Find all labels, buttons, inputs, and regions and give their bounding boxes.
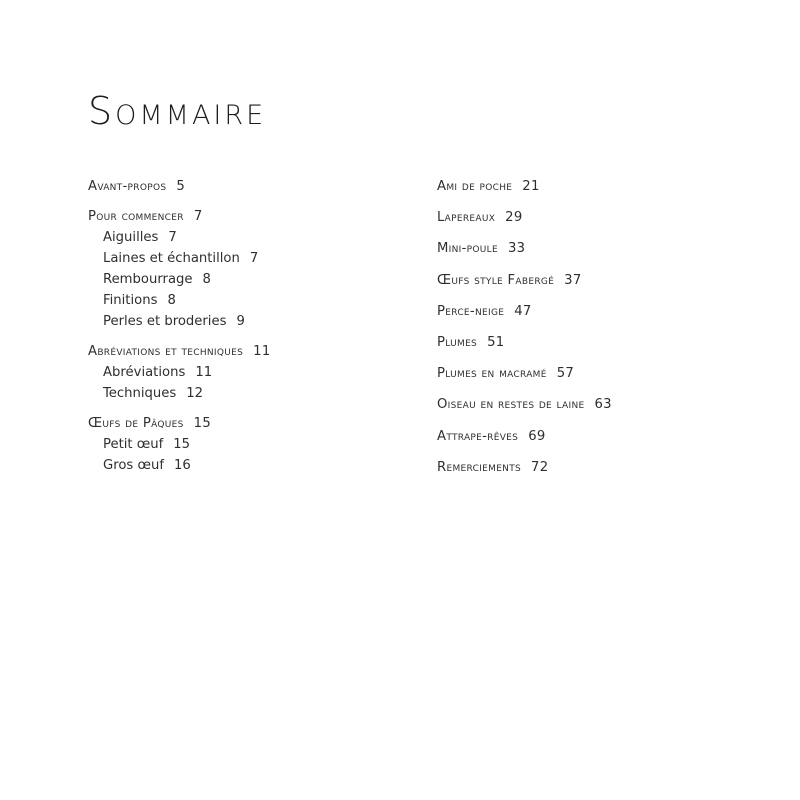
toc-entry-page-number: 69 xyxy=(528,428,546,444)
toc-sub-entry-page-number: 7 xyxy=(249,251,259,266)
toc-entry-page-number: 57 xyxy=(556,366,575,382)
toc-entry xyxy=(437,176,767,197)
toc-entry xyxy=(437,207,767,228)
toc-sub-entry-page-number: 8 xyxy=(167,293,176,308)
toc-sub-entry-label: Laines et échantillon xyxy=(103,251,240,266)
toc-section-remerciements xyxy=(437,457,767,488)
toc-sub-entry-label: Rembourrage xyxy=(103,272,193,287)
toc-entry-page-number: 72 xyxy=(531,459,549,475)
toc-sub-entry xyxy=(88,227,408,248)
toc-entry xyxy=(88,176,408,197)
toc-entry-page-number: 47 xyxy=(514,303,532,319)
toc-sub-entry-page-number: 16 xyxy=(173,458,191,473)
toc-entry-label: Abréviations et techniques xyxy=(88,344,244,359)
toc-entry-label: Oiseau en restes de laine xyxy=(437,397,585,413)
toc-section-avant-propos xyxy=(88,176,408,197)
toc-entry-page-number: 63 xyxy=(594,397,612,413)
toc-entry-page-number: 51 xyxy=(487,334,505,350)
toc-section-oeufs-style-faberge xyxy=(437,270,767,301)
toc-entry xyxy=(437,363,767,384)
toc-sub-entry xyxy=(88,290,408,311)
toc-sub-entry-page-number: 11 xyxy=(195,365,213,380)
toc-entry-page-number: 7 xyxy=(193,209,203,224)
toc-entry-label: Attrape-rêves xyxy=(437,428,519,444)
toc-sub-entry-page-number: 12 xyxy=(186,386,204,401)
toc-section-plumes xyxy=(437,332,767,363)
toc-entry-label: Mini-poule xyxy=(437,241,498,257)
toc-sub-entry xyxy=(88,311,408,332)
toc-section-plumes-en-macrame xyxy=(437,363,767,394)
toc-entry xyxy=(437,457,767,478)
toc-entry-label: Ami de poche xyxy=(437,179,513,194)
toc-sub-entry xyxy=(88,362,408,383)
toc-sub-entry-page-number: 15 xyxy=(173,437,191,452)
toc-sub-entry xyxy=(88,434,408,455)
toc-section-ami-de-poche xyxy=(437,176,767,207)
toc-entry xyxy=(437,394,767,415)
toc-section-perce-neige xyxy=(437,301,767,332)
toc-entry-page-number: 29 xyxy=(505,210,523,226)
toc-entry-page-number: 37 xyxy=(564,272,582,288)
toc-sub-entry xyxy=(88,248,408,269)
toc-entry xyxy=(437,238,767,259)
toc-sub-entry xyxy=(88,269,408,290)
toc-sub-entry-label: Aiguilles xyxy=(103,230,159,245)
toc-sub-entry-label: Perles et broderies xyxy=(103,314,227,329)
toc-entry-page-number: 5 xyxy=(176,179,186,194)
toc-section-oiseau-en-restes-de-laine xyxy=(437,394,767,425)
toc-entry-label: Plumes xyxy=(437,334,478,350)
toc-sub-entry xyxy=(88,383,408,404)
toc-sub-entry-label: Abréviations xyxy=(103,365,186,380)
toc-sub-list xyxy=(88,362,408,404)
toc-left-column xyxy=(88,176,408,485)
toc-sub-entry-label: Gros œuf xyxy=(103,458,164,473)
toc-entry-label: Pour commencer xyxy=(88,209,184,224)
toc-entry xyxy=(437,426,767,447)
toc-entry-label: Avant-propos xyxy=(88,179,167,194)
toc-entry xyxy=(437,332,767,353)
toc-sub-entry-label: Petit œuf xyxy=(103,437,164,452)
toc-entry-label: Lapereaux xyxy=(437,210,496,226)
toc-sub-entry-page-number: 9 xyxy=(236,314,245,329)
toc-entry-page-number: 15 xyxy=(193,416,212,431)
toc-entry xyxy=(88,341,408,362)
toc-entry-page-number: 11 xyxy=(253,344,271,359)
toc-right-column xyxy=(437,176,767,488)
toc-section-mini-poule xyxy=(437,238,767,269)
toc-sub-entry-label: Techniques xyxy=(103,386,177,401)
toc-entry xyxy=(88,413,408,434)
page-title: Sommaire xyxy=(88,89,267,133)
toc-entry xyxy=(437,270,767,291)
toc-entry-page-number: 33 xyxy=(507,241,526,257)
toc-section-abreviations-et-techniques xyxy=(88,341,408,404)
toc-sub-list xyxy=(88,227,408,332)
toc-entry-label: Perce-neige xyxy=(437,303,505,319)
toc-section-pour-commencer xyxy=(88,206,408,332)
toc-sub-entry-page-number: 7 xyxy=(168,230,177,245)
toc-sub-entry-label: Finitions xyxy=(103,293,158,308)
toc-section-oeufs-de-paques xyxy=(88,413,408,476)
toc-entry xyxy=(437,301,767,322)
toc-sub-entry xyxy=(88,455,408,476)
toc-entry-page-number: 21 xyxy=(522,179,540,194)
toc-section-attrape-reves xyxy=(437,426,767,457)
toc-entry-label: Œufs de Pâques xyxy=(88,416,184,431)
toc-entry-label: Œufs style Fabergé xyxy=(437,272,555,288)
toc-entry xyxy=(88,206,408,227)
toc-sub-list xyxy=(88,434,408,476)
toc-entry-label: Plumes en macramé xyxy=(437,366,547,382)
toc-section-lapereaux xyxy=(437,207,767,238)
toc-entry-label: Remerciements xyxy=(437,459,522,475)
toc-sub-entry-page-number: 8 xyxy=(202,272,211,287)
